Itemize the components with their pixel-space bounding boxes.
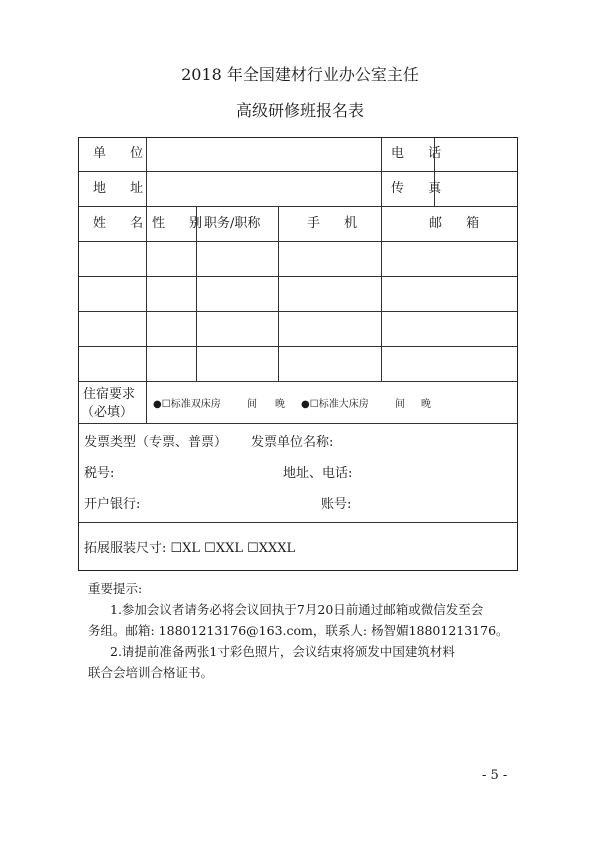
address-phone-label: 地址、电话:	[283, 466, 353, 481]
king-room-checkbox[interactable]: ●☐标准大床房	[301, 399, 369, 410]
lodging-label: 住宿要求	[83, 387, 136, 402]
tax-number-label: 税号:	[84, 466, 115, 481]
important-notes	[88, 578, 558, 683]
twin-room-unit-nights: 晚	[275, 399, 285, 410]
note-item-2: 2.请提前准备两张1寸彩色照片，会议结束将颁发中国建筑材料	[110, 644, 455, 659]
row-divider	[79, 346, 517, 347]
address-field[interactable]	[147, 172, 380, 205]
form-title-line1: 2018 年全国建材行业办公室主任	[181, 65, 419, 84]
phone-label: 电 话	[391, 146, 452, 161]
clothing-size-options[interactable]: 拓展服装尺寸: ☐XL ☐XXL ☐XXXL	[84, 541, 296, 556]
row-divider	[79, 423, 517, 424]
note-item-1-continued: 务组。邮箱: 18801213176@163.com，联系人: 杨智媚18801213176。	[88, 623, 509, 638]
col-divider	[381, 138, 382, 206]
phone-field[interactable]	[435, 139, 517, 171]
form-title-line2: 高级研修班报名表	[235, 101, 364, 120]
col-header-position: 职务/职称	[204, 216, 261, 231]
invoice-type-label: 发票类型（专票、普票）	[84, 435, 228, 450]
note-item-2-continued: 联合会培训合格证书。	[88, 665, 214, 680]
king-room-unit-rooms: 间	[395, 399, 405, 410]
col-divider	[381, 206, 382, 381]
row-divider	[79, 206, 517, 207]
col-header-name: 姓 名	[93, 216, 154, 231]
col-divider	[146, 206, 147, 381]
king-room-unit-nights: 晚	[421, 399, 431, 410]
account-label: 账号:	[321, 497, 352, 512]
invoice-unit-label: 发票单位名称:	[251, 435, 334, 450]
row-divider	[79, 311, 517, 312]
address-label: 地 址	[93, 181, 154, 196]
col-header-email: 邮 箱	[429, 216, 490, 231]
row-divider	[79, 241, 517, 242]
page-number: - 5 -	[482, 768, 508, 783]
fax-label: 传 真	[391, 181, 452, 196]
twin-room-checkbox[interactable]: ●☐标准双床房	[153, 399, 221, 410]
bank-label: 开户银行:	[84, 497, 141, 512]
notes-heading: 重要提示:	[88, 581, 143, 596]
col-header-gender: 性 别	[152, 216, 213, 231]
row-divider	[79, 276, 517, 277]
col-divider	[146, 381, 147, 423]
unit-field[interactable]	[147, 139, 380, 171]
col-divider	[196, 206, 197, 381]
col-divider	[278, 206, 279, 381]
twin-room-unit-rooms: 间	[247, 399, 257, 410]
col-header-mobile: 手 机	[307, 216, 368, 231]
note-item-1: 1.参加会议者请务必将会议回执于7月20日前通过邮箱或微信发至会	[110, 602, 484, 617]
row-divider	[79, 522, 517, 523]
fax-field[interactable]	[435, 172, 517, 205]
lodging-required-note: （必填）	[81, 405, 134, 420]
registration-form-table	[78, 137, 518, 571]
unit-label: 单 位	[93, 146, 154, 161]
row-divider	[79, 381, 517, 382]
